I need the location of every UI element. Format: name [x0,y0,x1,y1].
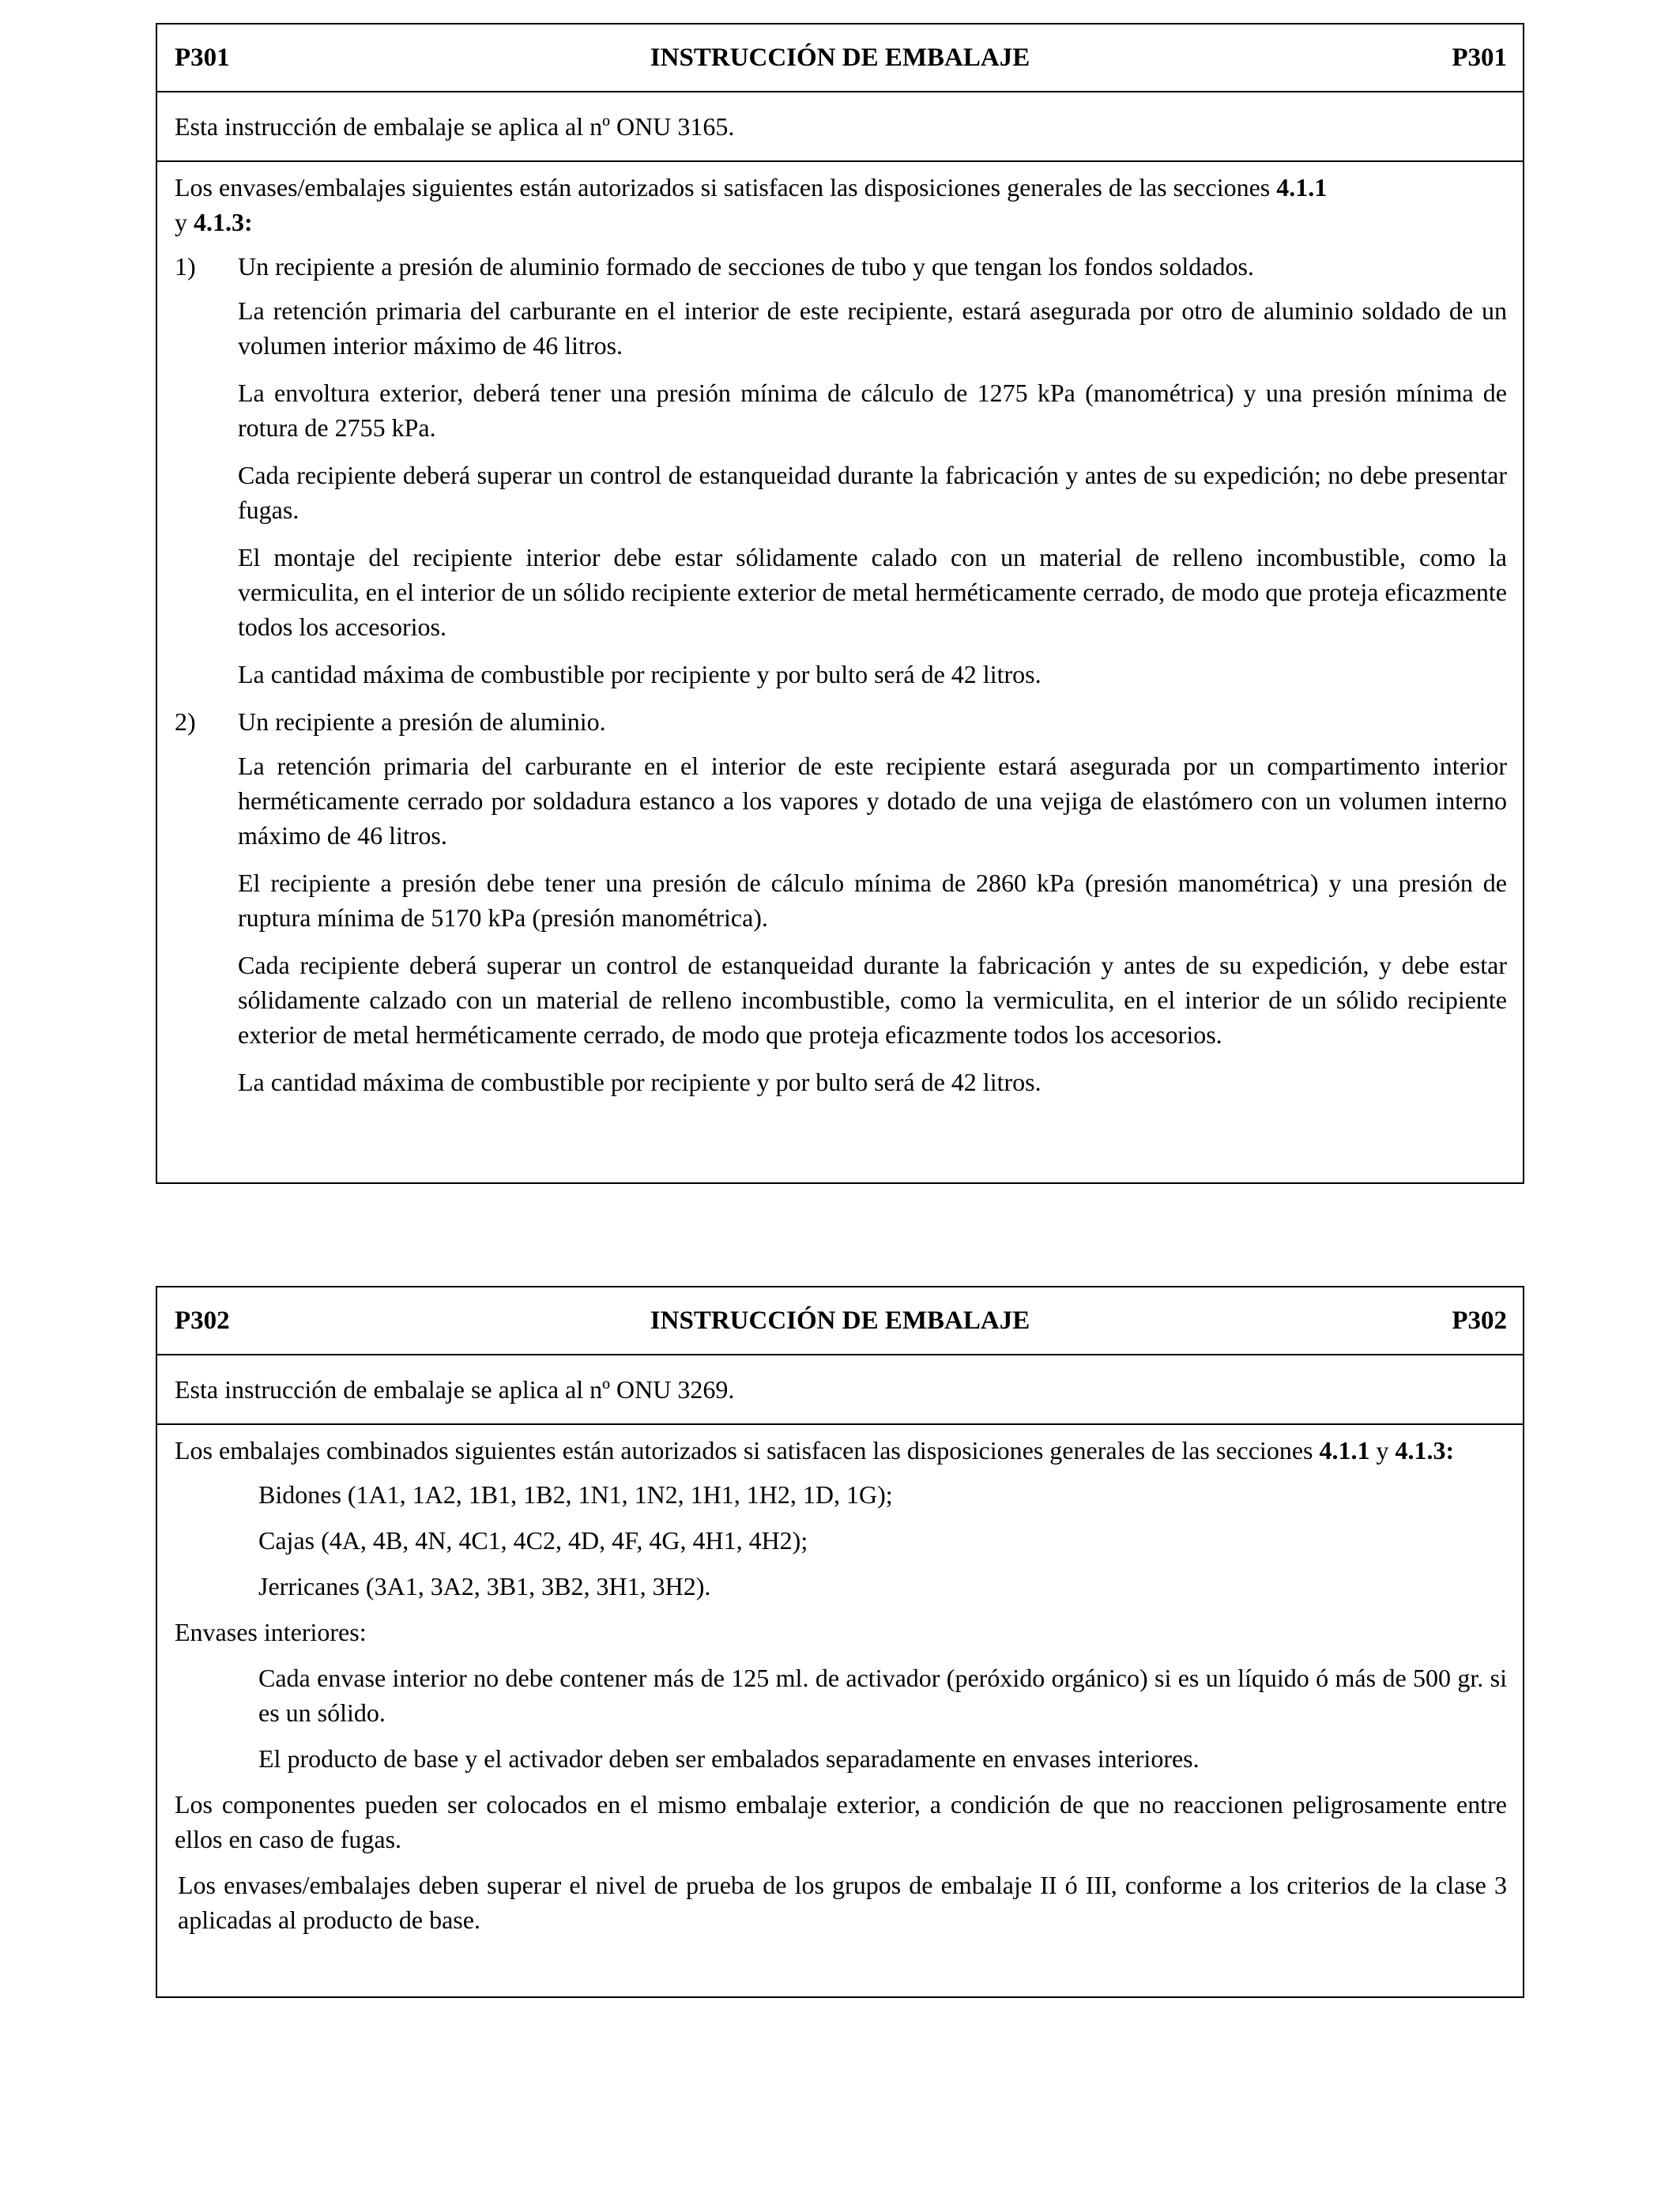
p301-intro-section-2: 4.1.3: [194,208,253,236]
p301-title: INSTRUCCIÓN DE EMBALAJE [650,43,1030,72]
p301-item-1-para: La retención primaria del carburante en el interior de este recipiente, estará asegurada por otro de aluminio soldado de un volumen interior máximo de 46 litros. [238,296,1507,360]
p301-header [157,25,1523,92]
p302-outer-packaging: Bidones (1A1, 1A2, 1B1, 1B2, 1N1, 1N2, 1H1, 1H2, 1D, 1G); [258,1480,893,1509]
p302-intro [175,1433,1507,1468]
p301-applies-text: Esta instrucción de embalaje se aplica al nº ONU 3165. [175,112,735,141]
p301-item-1-number: 1) [175,252,196,281]
p301-item-1 [175,249,1507,284]
p301-item-1-para: El montaje del recipiente interior debe estar sólidamente calado con un material de relleno incombustible, como la vermiculita, en el interior de un sólido recipiente exterior de metal herméticamente cerrado, de modo que proteja eficazmente todos los accesorios. [238,543,1507,641]
p301-item-1-text: Un recipiente a presión de aluminio formado de secciones de tubo y que tengan los fondos soldados. [238,252,1254,281]
p302-outer-packaging: Jerricanes (3A1, 3A2, 3B1, 3B2, 3H1, 3H2). [258,1572,711,1600]
p301-item-2-para: La retención primaria del carburante en el interior de este recipiente estará asegurada por un compartimento interior herméticamente cerrado por soldadura estanco a los vapores y dotado de una vejiga de elastómero con un volumen interno máximo de 46 litros. [238,752,1507,850]
p301-body [157,162,1523,1099]
p301-item-2-para: La cantidad máxima de combustible por recipiente y por bulto será de 42 litros. [238,1068,1042,1096]
p302-body [157,1425,1523,1937]
p302-inner-heading: Envases interiores: [175,1618,367,1646]
p301-item-1-para: Cada recipiente deberá superar un control de estanqueidad durante la fabricación y antes de su expedición; no debe presentar fugas. [238,461,1507,524]
p301-applies-row [157,92,1523,162]
p302-header [157,1287,1523,1355]
p302-note: Los componentes pueden ser colocados en el mismo embalaje exterior, a condición de que no reaccionen peligrosamente entre ellos en caso de fugas. [175,1790,1507,1853]
packing-instruction-p302 [156,1286,1524,1998]
packing-instruction-p301 [156,23,1524,1184]
p302-applies-text: Esta instrucción de embalaje se aplica al nº ONU 3269. [175,1375,735,1404]
p301-item-2-number: 2) [175,707,196,736]
p301-item-1-para: La cantidad máxima de combustible por recipiente y por bulto será de 42 litros. [238,660,1042,688]
p301-intro-y: y [175,208,194,236]
p302-inner-packaging: El producto de base y el activador deben ser embalados separadamente en envases interiores. [258,1744,1200,1773]
p302-applies-row [157,1355,1523,1425]
p302-intro-text: Los embalajes combinados siguientes están autorizados si satisfacen las disposiciones generales de las secciones [175,1436,1320,1465]
p301-code-right: P301 [1452,43,1507,72]
p302-intro-section-1: 4.1.1 [1319,1436,1370,1465]
p302-note: Los envases/embalajes deben superar el nivel de prueba de los grupos de embalaje II ó III, conforme a los criterios de la clase 3 aplicadas al producto de base. [178,1871,1507,1934]
p302-inner-packaging: Cada envase interior no debe contener más de 125 ml. de activador (peróxido orgánico) si es un líquido ó más de 500 gr. si es un sólido. [258,1664,1507,1727]
p301-intro-section-1: 4.1.1 [1276,173,1328,202]
p302-title: INSTRUCCIÓN DE EMBALAJE [650,1306,1030,1335]
p302-code-right: P302 [1452,1306,1507,1335]
p301-item-1-para: La envoltura exterior, deberá tener una presión mínima de cálculo de 1275 kPa (manométrica) y una presión mínima de rotura de 2755 kPa. [238,379,1507,442]
p302-intro-section-2: 4.1.3: [1395,1436,1455,1465]
p301-code-left: P301 [175,43,230,72]
p302-outer-packaging: Cajas (4A, 4B, 4N, 4C1, 4C2, 4D, 4F, 4G, 4H1, 4H2); [258,1526,808,1555]
p301-item-2-text: Un recipiente a presión de aluminio. [238,707,606,736]
p301-item-2-para: El recipiente a presión debe tener una presión de cálculo mínima de 2860 kPa (presión manométrica) y una presión de ruptura mínima de 5170 kPa (presión manométrica). [238,869,1507,932]
p302-code-left: P302 [175,1306,230,1335]
p301-intro [175,170,1507,239]
p301-item-2-para: Cada recipiente deberá superar un control de estanqueidad durante la fabricación y antes de su expedición, y debe estar sólidamente calzado con un material de relleno incombustible, como la vermiculita, en el interior de un sólido recipiente exterior de metal herméticamente cerrado, de modo que proteja eficazmente todos los accesorios. [238,951,1507,1049]
p302-intro-y: y [1369,1436,1396,1465]
p301-item-2 [175,704,1507,739]
p301-intro-text: Los envases/embalajes siguientes están autorizados si satisfacen las disposiciones generales de las secciones [175,173,1277,202]
